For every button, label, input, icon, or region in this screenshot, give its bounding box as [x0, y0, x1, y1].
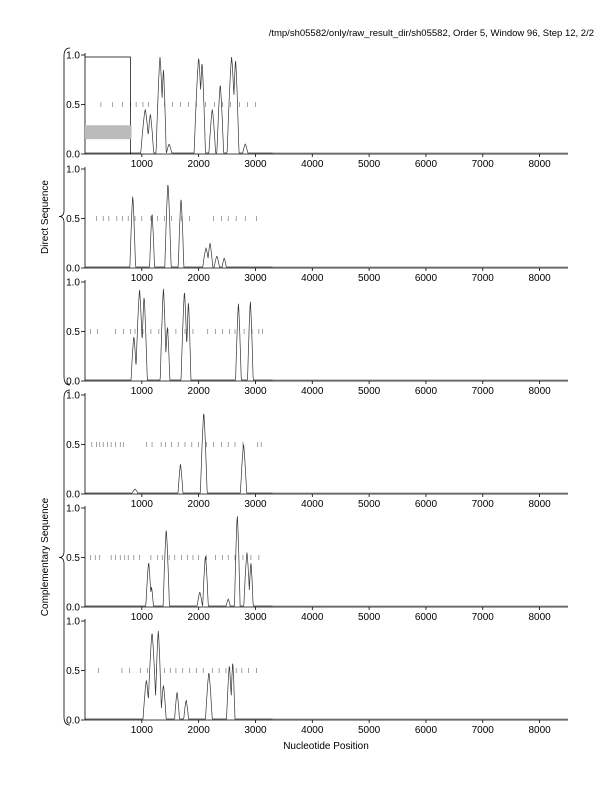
panel-complementary-frame-2	[66, 504, 568, 624]
x-tick-label: 3000	[244, 273, 267, 284]
window-bar	[85, 125, 132, 139]
y-tick-label: 0.0	[66, 149, 80, 161]
y-tick-label: 1.0	[66, 50, 80, 62]
x-tick-label: 5000	[357, 159, 381, 170]
x-tick-label: 2000	[187, 273, 210, 284]
signal-line	[85, 289, 273, 380]
x-tick-label: 5000	[357, 612, 381, 623]
x-tick-label: 2000	[187, 725, 210, 736]
x-tick-label: 5000	[357, 725, 381, 736]
x-tick-label: 4000	[301, 725, 324, 736]
x-tick-label: 5000	[357, 386, 381, 397]
signal-line	[85, 631, 273, 719]
signal-line	[85, 414, 273, 493]
x-tick-label: 5000	[357, 273, 381, 284]
y-tick-label: 0.5	[66, 214, 80, 225]
x-tick-label: 3000	[244, 725, 267, 736]
y-tick-label: 1.0	[66, 390, 80, 402]
y-tick-label: 0.0	[66, 602, 80, 614]
x-tick-label: 2000	[187, 386, 210, 397]
x-tick-label: 1000	[130, 159, 153, 170]
x-tick-label: 4000	[301, 499, 324, 510]
x-axis-title: Nucleotide Position	[283, 741, 369, 752]
x-tick-label: 8000	[528, 386, 551, 397]
y-tick-label: 1.0	[66, 503, 80, 515]
panel-complementary-frame-3	[66, 617, 568, 737]
window-outline	[85, 57, 130, 154]
x-tick-label: 1000	[130, 612, 153, 623]
x-tick-label: 4000	[301, 159, 324, 170]
x-tick-label: 7000	[471, 386, 494, 397]
x-tick-label: 2000	[187, 159, 210, 170]
y-tick-label: 1.0	[66, 164, 80, 176]
y-tick-label: 0.0	[66, 489, 80, 501]
y-tick-label: 0.5	[66, 327, 80, 338]
x-tick-label: 3000	[244, 159, 267, 170]
x-tick-label: 3000	[244, 386, 267, 397]
y-tick-label: 0.5	[66, 553, 80, 564]
x-tick-label: 6000	[414, 386, 438, 397]
x-tick-label: 1000	[130, 386, 153, 397]
y-tick-label: 0.5	[66, 666, 80, 677]
x-tick-label: 1000	[130, 725, 153, 736]
x-tick-label: 6000	[414, 612, 438, 623]
y-tick-label: 0.5	[66, 440, 80, 451]
x-tick-label: 8000	[528, 273, 551, 284]
y-tick-label: 0.0	[66, 715, 80, 727]
signal-line	[85, 185, 273, 267]
x-tick-label: 7000	[471, 159, 494, 170]
chart-header: /tmp/sh05582/only/raw_result_dir/sh05582, Order 5, Window 96, Step 12, 2/2	[268, 28, 594, 39]
x-tick-label: 8000	[528, 725, 551, 736]
x-tick-label: 4000	[301, 386, 324, 397]
y-tick-label: 0.0	[66, 263, 80, 275]
x-tick-label: 2000	[187, 499, 210, 510]
panel-direct-frame-1	[66, 51, 568, 171]
x-tick-label: 7000	[471, 612, 494, 623]
y-tick-label: 1.0	[66, 616, 80, 628]
y-tick-label: 0.0	[66, 376, 80, 388]
signal-line	[85, 516, 273, 606]
panel-direct-frame-3	[66, 278, 568, 398]
x-tick-label: 1000	[130, 499, 153, 510]
x-tick-label: 8000	[528, 612, 551, 623]
y-tick-label: 0.5	[66, 100, 80, 111]
x-tick-label: 6000	[414, 159, 438, 170]
x-tick-label: 8000	[528, 159, 551, 170]
x-tick-label: 6000	[414, 725, 438, 736]
panel-complementary-frame-1	[66, 391, 568, 511]
x-tick-label: 6000	[414, 499, 438, 510]
x-tick-label: 1000	[130, 273, 153, 284]
x-tick-label: 7000	[471, 273, 494, 284]
panels	[66, 51, 568, 737]
x-tick-label: 2000	[187, 612, 210, 623]
group-label-direct: Direct Sequence	[40, 180, 51, 254]
x-tick-label: 4000	[301, 612, 324, 623]
x-tick-label: 3000	[244, 499, 267, 510]
x-tick-label: 5000	[357, 499, 381, 510]
x-tick-label: 7000	[471, 499, 494, 510]
group-label-complementary: Complementary Sequence	[40, 497, 51, 617]
x-tick-label: 8000	[528, 499, 551, 510]
x-tick-label: 4000	[301, 273, 324, 284]
x-tick-label: 7000	[471, 725, 494, 736]
x-tick-label: 3000	[244, 612, 267, 623]
x-tick-label: 6000	[414, 273, 438, 284]
panel-direct-frame-2	[66, 165, 568, 285]
y-tick-label: 1.0	[66, 277, 80, 289]
